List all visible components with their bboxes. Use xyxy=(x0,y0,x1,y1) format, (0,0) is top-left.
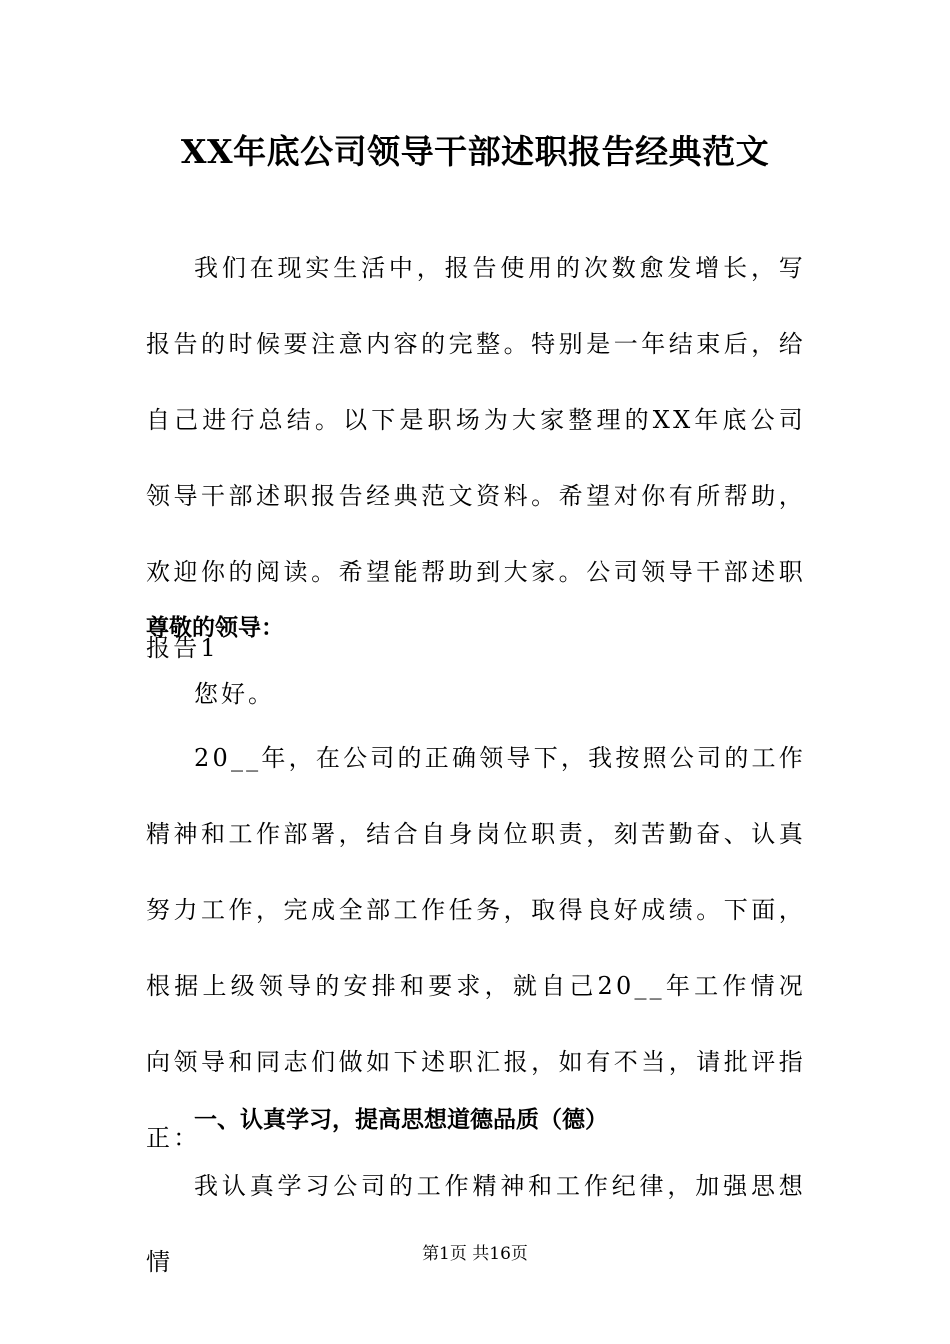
continued-paragraph: 我认真学习公司的工作精神和工作纪律，加强思想情 xyxy=(146,1172,806,1276)
intro-paragraph: 我们在现实生活中，报告使用的次数愈发增长，写报告的时候要注意内容的完整。特别是一年结束后，给自己进行总结。以下是职场为大家整理的XX年底公司领导干部述职报告经典范文资料。希望对你有所帮助，欢迎你的阅读。希望能帮助到大家。公司领导干部述职报告1 xyxy=(146,254,806,662)
section-heading: 一、认真学习，提高思想道德品质（德） xyxy=(194,1106,608,1133)
body-paragraph: 20__年，在公司的正确领导下，我按照公司的工作精神和工作部署，结合自身岗位职责，刻苦勤奋、认真努力工作，完成全部工作任务，取得良好成绩。下面，根据上级领导的安排和要求，就自己20__年工作情况向领导和同志们做如下述职汇报，如有不当，请批评指正： xyxy=(146,744,806,1152)
salutation: 尊敬的领导： xyxy=(146,614,284,641)
document-title: XX年底公司领导干部述职报告经典范文 xyxy=(180,132,770,171)
greeting: 您好。 xyxy=(194,680,275,708)
page-footer: 第1页 共16页 xyxy=(422,1244,528,1264)
